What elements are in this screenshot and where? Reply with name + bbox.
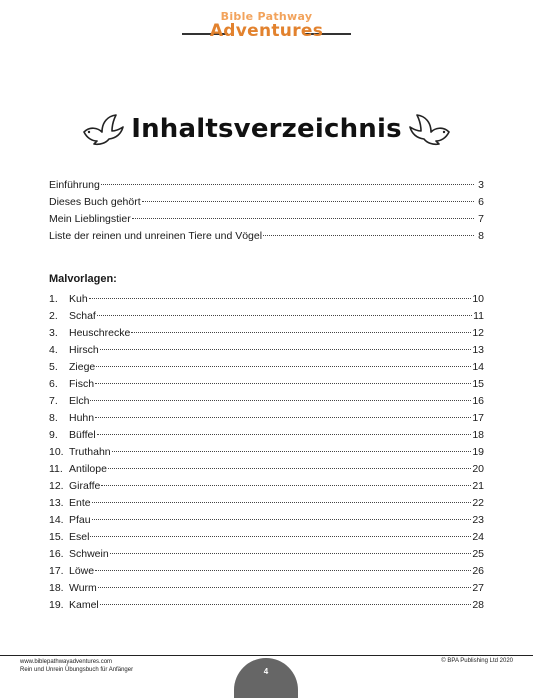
toc-label: Liste der reinen und unreinen Tiere und Vögel [49, 230, 263, 242]
toc-page: 19 [472, 446, 484, 458]
toc-page: 10 [472, 293, 484, 305]
toc-number: 3. [49, 327, 58, 339]
toc-row[interactable] [49, 395, 484, 412]
toc-number: 5. [49, 361, 58, 373]
dot-leader [97, 434, 472, 435]
toc-label: Fisch [69, 378, 95, 390]
toc-number: 1. [49, 293, 58, 305]
toc-page: 12 [472, 327, 484, 339]
toc-label: Löwe [69, 565, 95, 577]
toc-label: Mein Lieblingstier [49, 213, 131, 225]
dot-leader [100, 604, 472, 605]
toc-page: 18 [472, 429, 484, 441]
toc-page: 23 [472, 514, 484, 526]
toc-page: 20 [472, 463, 484, 475]
toc-number: 17. [49, 565, 64, 577]
dot-leader [101, 485, 471, 486]
dot-leader [112, 451, 472, 452]
toc-row[interactable] [49, 196, 484, 213]
toc-label: Schaf [69, 310, 96, 322]
toc-number: 10. [49, 446, 64, 458]
footer-copyright: © BPA Publishing Ltd 2020 [441, 658, 513, 664]
toc-label: Huhn [69, 412, 95, 424]
dot-leader [98, 587, 472, 588]
toc-row[interactable] [49, 310, 484, 327]
toc-row[interactable] [49, 378, 484, 395]
toc-number: 14. [49, 514, 64, 526]
toc-label: Pfau [69, 514, 91, 526]
toc-label: Kuh [69, 293, 88, 305]
toc-label: Wurm [69, 582, 97, 594]
toc-label: Esel [69, 531, 90, 543]
toc-row[interactable] [49, 463, 484, 480]
toc-page: 7 [478, 213, 484, 225]
toc-label: Elch [69, 395, 90, 407]
dot-leader [95, 417, 471, 418]
toc-row[interactable] [49, 361, 484, 378]
toc-page: 14 [472, 361, 484, 373]
toc-page: 3 [478, 179, 484, 191]
toc-label: Giraffe [69, 480, 101, 492]
dot-leader [97, 315, 472, 316]
footer-rule [0, 655, 533, 656]
toc-page: 15 [472, 378, 484, 390]
brand-logo [0, 10, 533, 41]
toc-page: 8 [478, 230, 484, 242]
toc-row[interactable] [49, 446, 484, 463]
toc-page: 28 [472, 599, 484, 611]
toc-row[interactable] [49, 565, 484, 582]
dot-leader [96, 366, 471, 367]
footer-website: www.biblepathwayadventures.com [20, 659, 113, 665]
dot-leader [142, 201, 474, 202]
toc-row[interactable] [49, 480, 484, 497]
toc-label: Truthahn [69, 446, 111, 458]
footer-book-title: Rein und Unrein Übungsbuch für Anfänger [20, 667, 134, 673]
toc-label: Dieses Buch gehört [49, 196, 141, 208]
toc-label: Ziege [69, 361, 96, 373]
toc-label: Kamel [69, 599, 99, 611]
toc-row[interactable] [49, 548, 484, 565]
toc-page: 11 [473, 310, 484, 322]
toc-page: 25 [472, 548, 484, 560]
toc-row[interactable] [49, 179, 484, 196]
dot-leader [263, 235, 474, 236]
dot-leader [101, 184, 474, 185]
toc-number: 8. [49, 412, 58, 424]
toc-row[interactable] [49, 213, 484, 230]
dot-leader [110, 553, 472, 554]
dot-leader [89, 298, 472, 299]
toc-row[interactable] [49, 599, 484, 616]
toc-row[interactable] [49, 514, 484, 531]
toc-page: 24 [472, 531, 484, 543]
toc-number: 12. [49, 480, 64, 492]
dot-leader [108, 468, 471, 469]
section-heading: Malvorlagen: [49, 273, 117, 285]
toc-row[interactable] [49, 230, 484, 247]
toc-page: 16 [472, 395, 484, 407]
toc-label: Büffel [69, 429, 96, 441]
toc-number: 15. [49, 531, 64, 543]
toc-row[interactable] [49, 344, 484, 361]
toc-label: Ente [69, 497, 91, 509]
toc-page: 17 [472, 412, 484, 424]
dot-leader [92, 502, 472, 503]
toc-number: 11. [49, 463, 63, 475]
dot-leader [95, 570, 471, 571]
page-number-tab [234, 658, 298, 698]
dot-leader [92, 519, 472, 520]
toc-number: 7. [49, 395, 58, 407]
toc-number: 16. [49, 548, 64, 560]
toc-row[interactable] [49, 293, 484, 310]
toc-number: 6. [49, 378, 58, 390]
toc-number: 13. [49, 497, 64, 509]
toc-row[interactable] [49, 412, 484, 429]
toc-number: 4. [49, 344, 58, 356]
toc-page: 26 [472, 565, 484, 577]
dot-leader [95, 383, 471, 384]
toc-row[interactable] [49, 327, 484, 344]
toc-page: 21 [472, 480, 484, 492]
dot-leader [132, 218, 474, 219]
toc-page: 13 [472, 344, 484, 356]
toc-label: Antilope [69, 463, 107, 475]
toc-number: 19. [49, 599, 64, 611]
toc-intro [49, 179, 484, 247]
toc-row[interactable] [49, 582, 484, 599]
dot-leader [100, 349, 472, 350]
logo-top-text: Bible Pathway [220, 10, 313, 23]
toc-page: 27 [472, 582, 484, 594]
toc-row[interactable] [49, 497, 484, 514]
toc-number: 18. [49, 582, 64, 594]
toc-row[interactable] [49, 429, 484, 446]
page-number: 4 [263, 667, 269, 676]
dot-leader [90, 400, 471, 401]
dove-icon [407, 112, 453, 148]
toc-label: Schwein [69, 548, 109, 560]
toc-number: 9. [49, 429, 58, 441]
toc-page: 6 [478, 196, 484, 208]
toc-templates [49, 293, 484, 616]
page-title: Inhaltsverzeichnis [131, 114, 402, 144]
toc-number: 2. [49, 310, 58, 322]
logo-main-text: Adventures [209, 21, 324, 41]
toc-row[interactable] [49, 531, 484, 548]
title-row [0, 112, 533, 152]
toc-page: 22 [472, 497, 484, 509]
footer-left [20, 658, 133, 674]
dot-leader [131, 332, 471, 333]
dot-leader [90, 536, 471, 537]
toc-label: Heuschrecke [69, 327, 131, 339]
toc-label: Einführung [49, 179, 100, 191]
toc-label: Hirsch [69, 344, 99, 356]
